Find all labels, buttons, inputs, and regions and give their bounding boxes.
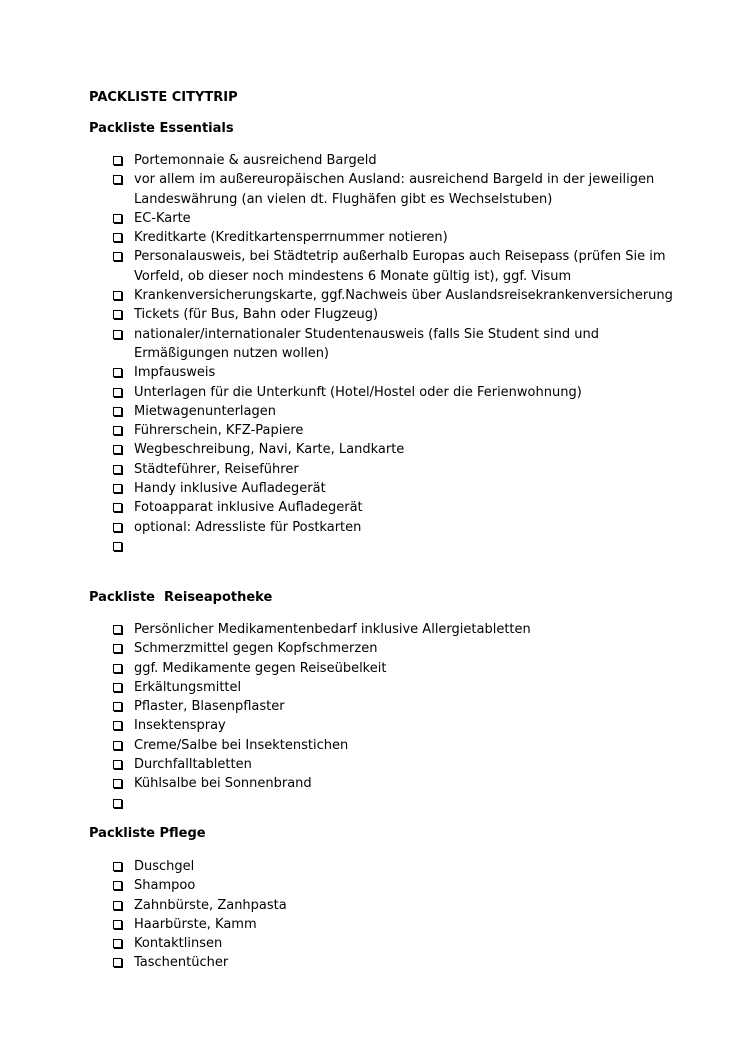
list-item-label: Städteführer, Reiseführer <box>134 461 299 477</box>
checkbox-icon[interactable] <box>113 542 122 551</box>
list-item[interactable] <box>113 151 673 170</box>
checkbox-icon[interactable] <box>113 175 122 184</box>
list-item-label: Duschgel <box>134 859 195 874</box>
list-item-label: Personalausweis, bei Städtetrip außerhalb Europas auch Reisepass (prüfen Sie im Vorfeld, ob dieser noch mindestens 6 Monate gültig ist), ggf. Visum <box>134 249 666 284</box>
list-item-label <box>134 537 673 556</box>
list-item[interactable] <box>113 498 673 517</box>
checkbox-icon[interactable] <box>113 484 122 493</box>
list-item-label: Shampoo <box>134 878 196 894</box>
list-item-label: Haarbürste, Kamm <box>134 916 257 932</box>
list-item-label: vor allem im außereuropäischen Ausland: ausreichend Bargeld in der jeweiligen Landeswährung (an vielen dt. Flughäfen gibt es Wechselstuben) <box>134 172 655 207</box>
list-item-label: Schmerzmittel gegen Kopfschmerzen <box>134 641 378 657</box>
list-item[interactable] <box>113 383 673 402</box>
checkbox-icon[interactable] <box>113 721 122 730</box>
list-item[interactable] <box>113 659 673 678</box>
list-item[interactable] <box>113 639 673 658</box>
checkbox-icon[interactable] <box>113 426 122 435</box>
list-item[interactable] <box>113 953 673 972</box>
list-item-label: Erkältungsmittel <box>134 679 242 695</box>
list-item[interactable] <box>113 440 673 459</box>
list-item-label: Tickets (für Bus, Bahn oder Flugzeug) <box>134 307 379 323</box>
list-item[interactable] <box>113 209 673 228</box>
checkbox-icon[interactable] <box>113 625 122 634</box>
list-item-label: Insektenspray <box>134 718 226 734</box>
list-item-label: Durchfalltabletten <box>134 757 252 773</box>
checkbox-icon[interactable] <box>113 156 122 165</box>
checkbox-icon[interactable] <box>113 465 122 474</box>
checkbox-icon[interactable] <box>113 799 122 808</box>
list-item-label: nationaler/internationaler Studentenausweis (falls Sie Student sind und Ermäßigungen nutzen wollen) <box>134 326 599 361</box>
checkbox-icon[interactable] <box>113 702 122 711</box>
checkbox-icon[interactable] <box>113 330 122 339</box>
list-item-label: Wegbeschreibung, Navi, Karte, Landkarte <box>134 442 405 458</box>
list-item-label: Taschentücher <box>134 955 229 971</box>
checkbox-icon[interactable] <box>113 920 122 929</box>
checklist-pflege <box>113 857 673 973</box>
list-item-label: Kühlsalbe bei Sonnenbrand <box>134 776 312 792</box>
list-item[interactable] <box>113 678 673 697</box>
list-item[interactable] <box>113 363 673 382</box>
list-item[interactable] <box>113 286 673 305</box>
list-item[interactable] <box>113 170 673 209</box>
checkbox-icon[interactable] <box>113 779 122 788</box>
list-item[interactable] <box>113 794 673 813</box>
checkbox-icon[interactable] <box>113 644 122 653</box>
list-item[interactable] <box>113 934 673 953</box>
list-item-label: Impfausweis <box>134 365 216 381</box>
list-item[interactable] <box>113 736 673 755</box>
list-item-label: Fotoapparat inklusive Aufladegerät <box>134 500 363 516</box>
list-item[interactable] <box>113 896 673 915</box>
checkbox-icon[interactable] <box>113 862 122 871</box>
checkbox-icon[interactable] <box>113 741 122 750</box>
checkbox-icon[interactable] <box>113 683 122 692</box>
list-item[interactable] <box>113 460 673 479</box>
list-item[interactable] <box>113 247 673 286</box>
section-heading-essentials: Packliste Essentials <box>89 121 234 136</box>
list-item[interactable] <box>113 620 673 639</box>
checkbox-icon[interactable] <box>113 407 122 416</box>
checklist-reiseapotheke <box>113 620 673 813</box>
list-item[interactable] <box>113 402 673 421</box>
list-item-label: Unterlagen für die Unterkunft (Hotel/Hostel oder die Ferienwohnung) <box>134 384 582 400</box>
list-item[interactable] <box>113 518 673 537</box>
list-item[interactable] <box>113 479 673 498</box>
checkbox-icon[interactable] <box>113 233 122 242</box>
checkbox-icon[interactable] <box>113 881 122 890</box>
checkbox-icon[interactable] <box>113 901 122 910</box>
checkbox-icon[interactable] <box>113 523 122 532</box>
checklist-essentials <box>113 151 673 556</box>
list-item-label: Kreditkarte (Kreditkartensperrnummer notieren) <box>134 230 448 246</box>
list-item-label: Krankenversicherungskarte, ggf.Nachweis über Auslandsreisekrankenversicherung <box>134 288 673 304</box>
section-heading-reiseapotheke: Packliste Reiseapotheke <box>89 590 273 605</box>
list-item[interactable] <box>113 915 673 934</box>
list-item[interactable] <box>113 774 673 793</box>
list-item-label: Pflaster, Blasenpflaster <box>134 699 285 715</box>
checkbox-icon[interactable] <box>113 760 122 769</box>
list-item-label: Führerschein, KFZ-Papiere <box>134 423 304 439</box>
checkbox-icon[interactable] <box>113 958 122 967</box>
list-item-label: ggf. Medikamente gegen Reiseübelkeit <box>134 660 387 676</box>
checkbox-icon[interactable] <box>113 503 122 512</box>
section-heading-pflege: Packliste Pflege <box>89 826 206 841</box>
list-item[interactable] <box>113 857 673 876</box>
list-item[interactable] <box>113 755 673 774</box>
list-item-label: Kontaktlinsen <box>134 936 223 952</box>
list-item-label: EC-Karte <box>134 210 191 226</box>
list-item-label: Persönlicher Medikamentenbedarf inklusive Allergietabletten <box>134 622 531 637</box>
document-title: PACKLISTE CITYTRIP <box>89 90 238 105</box>
list-item-label: Creme/Salbe bei Insektenstichen <box>134 737 349 753</box>
checkbox-icon[interactable] <box>113 445 122 454</box>
checkbox-icon[interactable] <box>113 664 122 673</box>
list-item[interactable] <box>113 537 673 556</box>
checkbox-icon[interactable] <box>113 388 122 397</box>
list-item-label: Handy inklusive Aufladegerät <box>134 481 326 497</box>
list-item-label: Mietwagenunterlagen <box>134 403 276 419</box>
list-item[interactable] <box>113 876 673 895</box>
checkbox-icon[interactable] <box>113 310 122 319</box>
list-item[interactable] <box>113 716 673 735</box>
list-item[interactable] <box>113 228 673 247</box>
checkbox-icon[interactable] <box>113 368 122 377</box>
list-item-label: Portemonnaie & ausreichend Bargeld <box>134 153 377 168</box>
checkbox-icon[interactable] <box>113 291 122 300</box>
checkbox-icon[interactable] <box>113 252 122 261</box>
list-item[interactable] <box>113 305 673 324</box>
checkbox-icon[interactable] <box>113 939 122 948</box>
list-item[interactable] <box>113 421 673 440</box>
list-item[interactable] <box>113 697 673 716</box>
list-item-label <box>134 794 673 813</box>
list-item-label: optional: Adressliste für Postkarten <box>134 519 362 535</box>
list-item[interactable] <box>113 325 673 364</box>
list-item-label: Zahnbürste, Zanhpasta <box>134 897 287 913</box>
checkbox-icon[interactable] <box>113 214 122 223</box>
